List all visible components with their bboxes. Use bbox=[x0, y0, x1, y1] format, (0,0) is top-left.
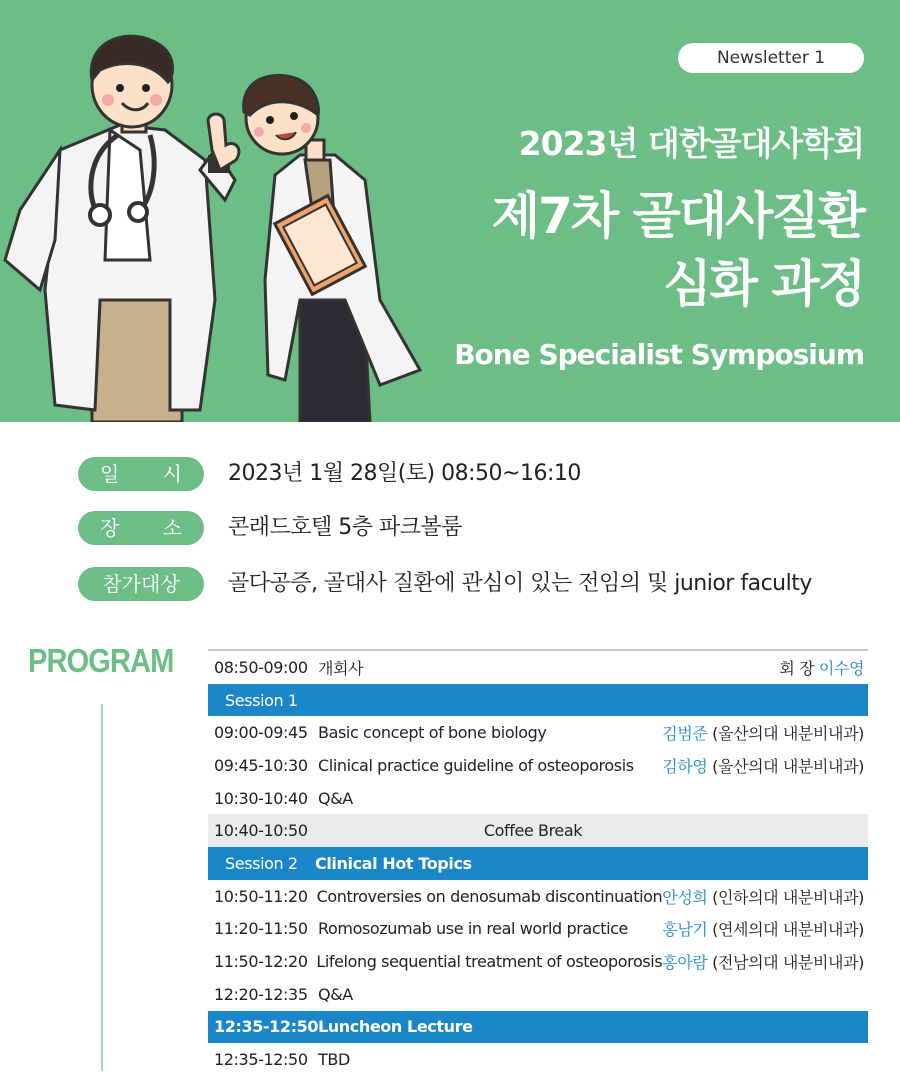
audience-label-pill: 참가대상 bbox=[78, 567, 204, 601]
course-title-line2: 심화 과정 bbox=[663, 255, 864, 313]
table-row: 11:50-12:20 Lifelong sequential treatment of osteoporosis 홍아람 (전남의대 내분비내과) bbox=[214, 952, 864, 973]
table-row: 10:30-10:40 Q&A bbox=[214, 788, 353, 808]
date-label-pill: 일 시 bbox=[78, 457, 204, 491]
venue-value: 콘래드호텔 5층 파크볼룸 bbox=[228, 515, 463, 540]
coffee-break-row: 10:40-10:50 Coffee Break bbox=[208, 814, 868, 847]
table-row: 10:50-11:20 Controversies on denosumab discontinuation 안성희 (인하의대 내분비내과) bbox=[214, 886, 864, 907]
audience-value: 골다공증, 골대사 질환에 관심이 있는 전임의 및 junior faculty bbox=[228, 571, 812, 596]
course-title-line1: 제7차 골대사질환 bbox=[491, 187, 864, 245]
luncheon-lecture-header: 12:35-12:50 Luncheon Lecture bbox=[208, 1011, 868, 1044]
venue-label-pill: 장 소 bbox=[78, 511, 204, 545]
organization-title: 2023년 대한골대사학회 bbox=[518, 124, 864, 163]
date-value: 2023년 1월 28일(토) 08:50~16:10 bbox=[228, 461, 581, 486]
program-table bbox=[208, 651, 868, 1076]
newsletter-badge: Newsletter 1 bbox=[678, 43, 864, 73]
table-row-opening: 08:50-09:00 개회사 회 장 이수영 bbox=[214, 657, 864, 678]
session-1-header: Session 1 bbox=[208, 684, 868, 717]
table-row: 12:35-12:50 TBD bbox=[214, 1050, 350, 1070]
table-row: 12:20-12:35 Q&A bbox=[214, 984, 353, 1004]
session-2-header: Session 2 Clinical Hot Topics bbox=[208, 847, 868, 880]
table-row: 09:00-09:45 Basic concept of bone biology 김범준 (울산의대 내분비내과) bbox=[214, 723, 864, 744]
program-divider-line bbox=[101, 704, 103, 1071]
doctors-illustration bbox=[0, 0, 460, 422]
female-doctor-figure bbox=[244, 75, 420, 422]
male-doctor-figure bbox=[5, 36, 239, 422]
table-row: 09:45-10:30 Clinical practice guideline of osteoporosis 김하영 (울산의대 내분비내과) bbox=[214, 755, 864, 776]
english-subtitle: Bone Specialist Symposium bbox=[454, 338, 864, 371]
header-banner bbox=[0, 0, 900, 422]
table-row: 11:20-11:50 Romosozumab use in real world practice 홍남기 (연세의대 내분비내과) bbox=[214, 919, 864, 940]
program-heading: PROGRAM bbox=[28, 642, 174, 679]
